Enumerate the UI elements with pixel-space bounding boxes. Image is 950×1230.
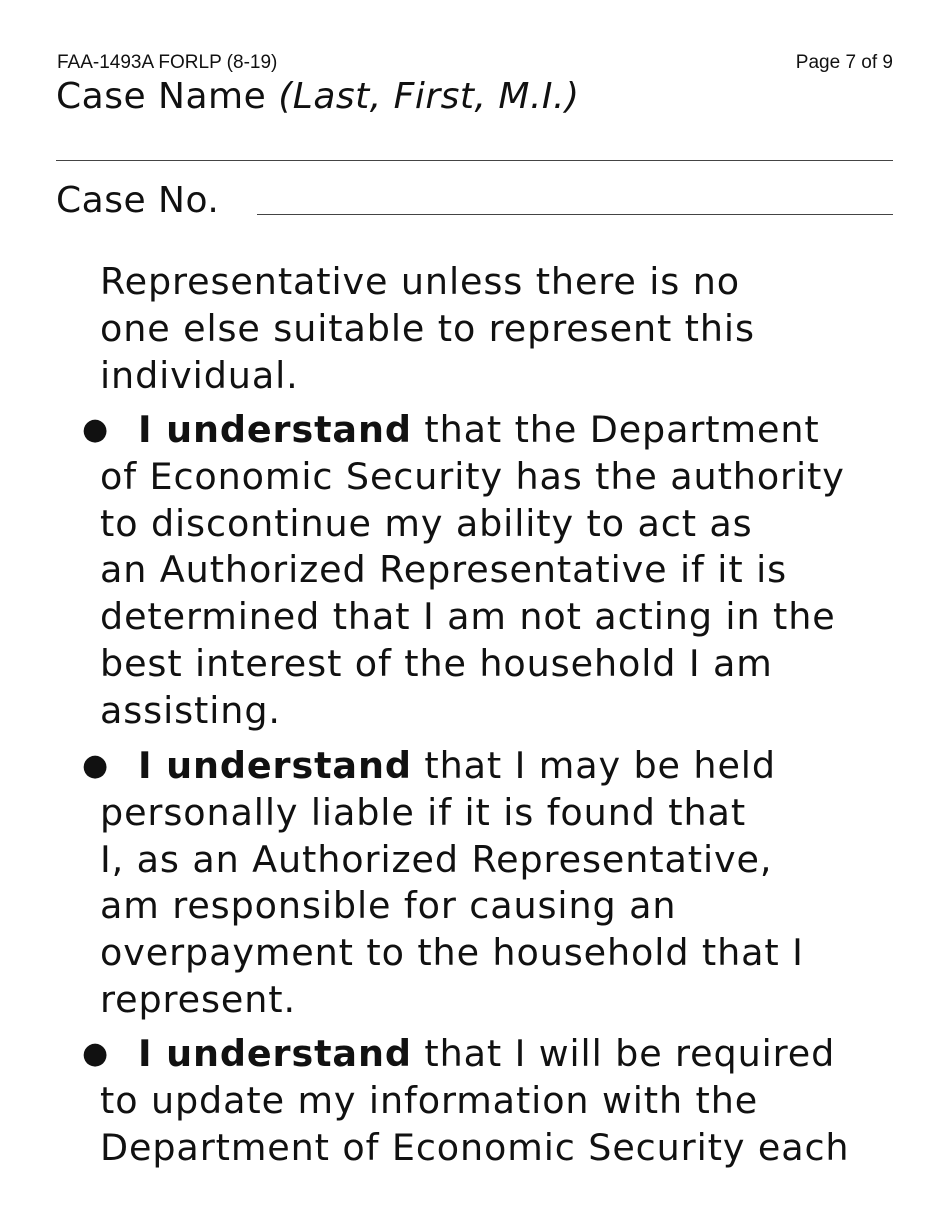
bullet-icon: ● bbox=[82, 412, 110, 447]
text-line: personally liable if it is found that bbox=[100, 790, 747, 834]
case-no-field-line[interactable] bbox=[257, 214, 893, 215]
text-run: that I will be required bbox=[411, 1032, 836, 1075]
bullet-item bbox=[82, 407, 845, 735]
text-run: that the Department bbox=[411, 408, 820, 451]
page-number: Page 7 of 9 bbox=[795, 52, 893, 73]
text-line: individual. bbox=[100, 353, 299, 397]
text-line: Department of Economic Security each bbox=[100, 1125, 850, 1169]
text-line: an Authorized Representative if it is bbox=[100, 548, 788, 592]
text-line: I, as an Authorized Representative, bbox=[100, 837, 773, 881]
case-name-label: Case Name (Last, First, M.I.) bbox=[56, 76, 580, 117]
text-line: of Economic Security has the authority bbox=[100, 454, 845, 498]
text-line: to update my information with the bbox=[100, 1078, 759, 1122]
emphasis: I understand bbox=[138, 744, 412, 787]
text-line: best interest of the household I am bbox=[100, 641, 773, 685]
emphasis: I understand bbox=[138, 408, 412, 451]
case-no-label: Case No. bbox=[56, 180, 220, 221]
bullet-icon: ● bbox=[82, 1036, 110, 1071]
text-run: that I may be held bbox=[411, 744, 776, 787]
text-line: to discontinue my ability to act as bbox=[100, 501, 753, 545]
bullet-item bbox=[82, 743, 804, 1024]
bullet-icon: ● bbox=[82, 748, 110, 783]
bullet-item bbox=[82, 1031, 850, 1171]
text-line: assisting. bbox=[100, 688, 281, 732]
text-line: am responsible for causing an bbox=[100, 884, 677, 928]
text-line bbox=[100, 1031, 849, 1078]
text-line: Representative unless there is no bbox=[100, 260, 740, 303]
text-line bbox=[100, 743, 804, 790]
paragraph bbox=[100, 259, 755, 399]
text-line: represent. bbox=[100, 977, 297, 1021]
emphasis: I understand bbox=[138, 1032, 412, 1075]
case-name-field-line[interactable] bbox=[56, 160, 893, 161]
text-line bbox=[100, 407, 845, 454]
text-line: determined that I am not acting in the bbox=[100, 595, 836, 639]
text-line: overpayment to the household that I bbox=[100, 931, 804, 975]
form-id: FAA-1493A FORLP (8-19) bbox=[57, 52, 278, 73]
case-name-hint: (Last, First, M.I.) bbox=[278, 76, 580, 117]
text-line: one else suitable to represent this bbox=[100, 306, 755, 350]
